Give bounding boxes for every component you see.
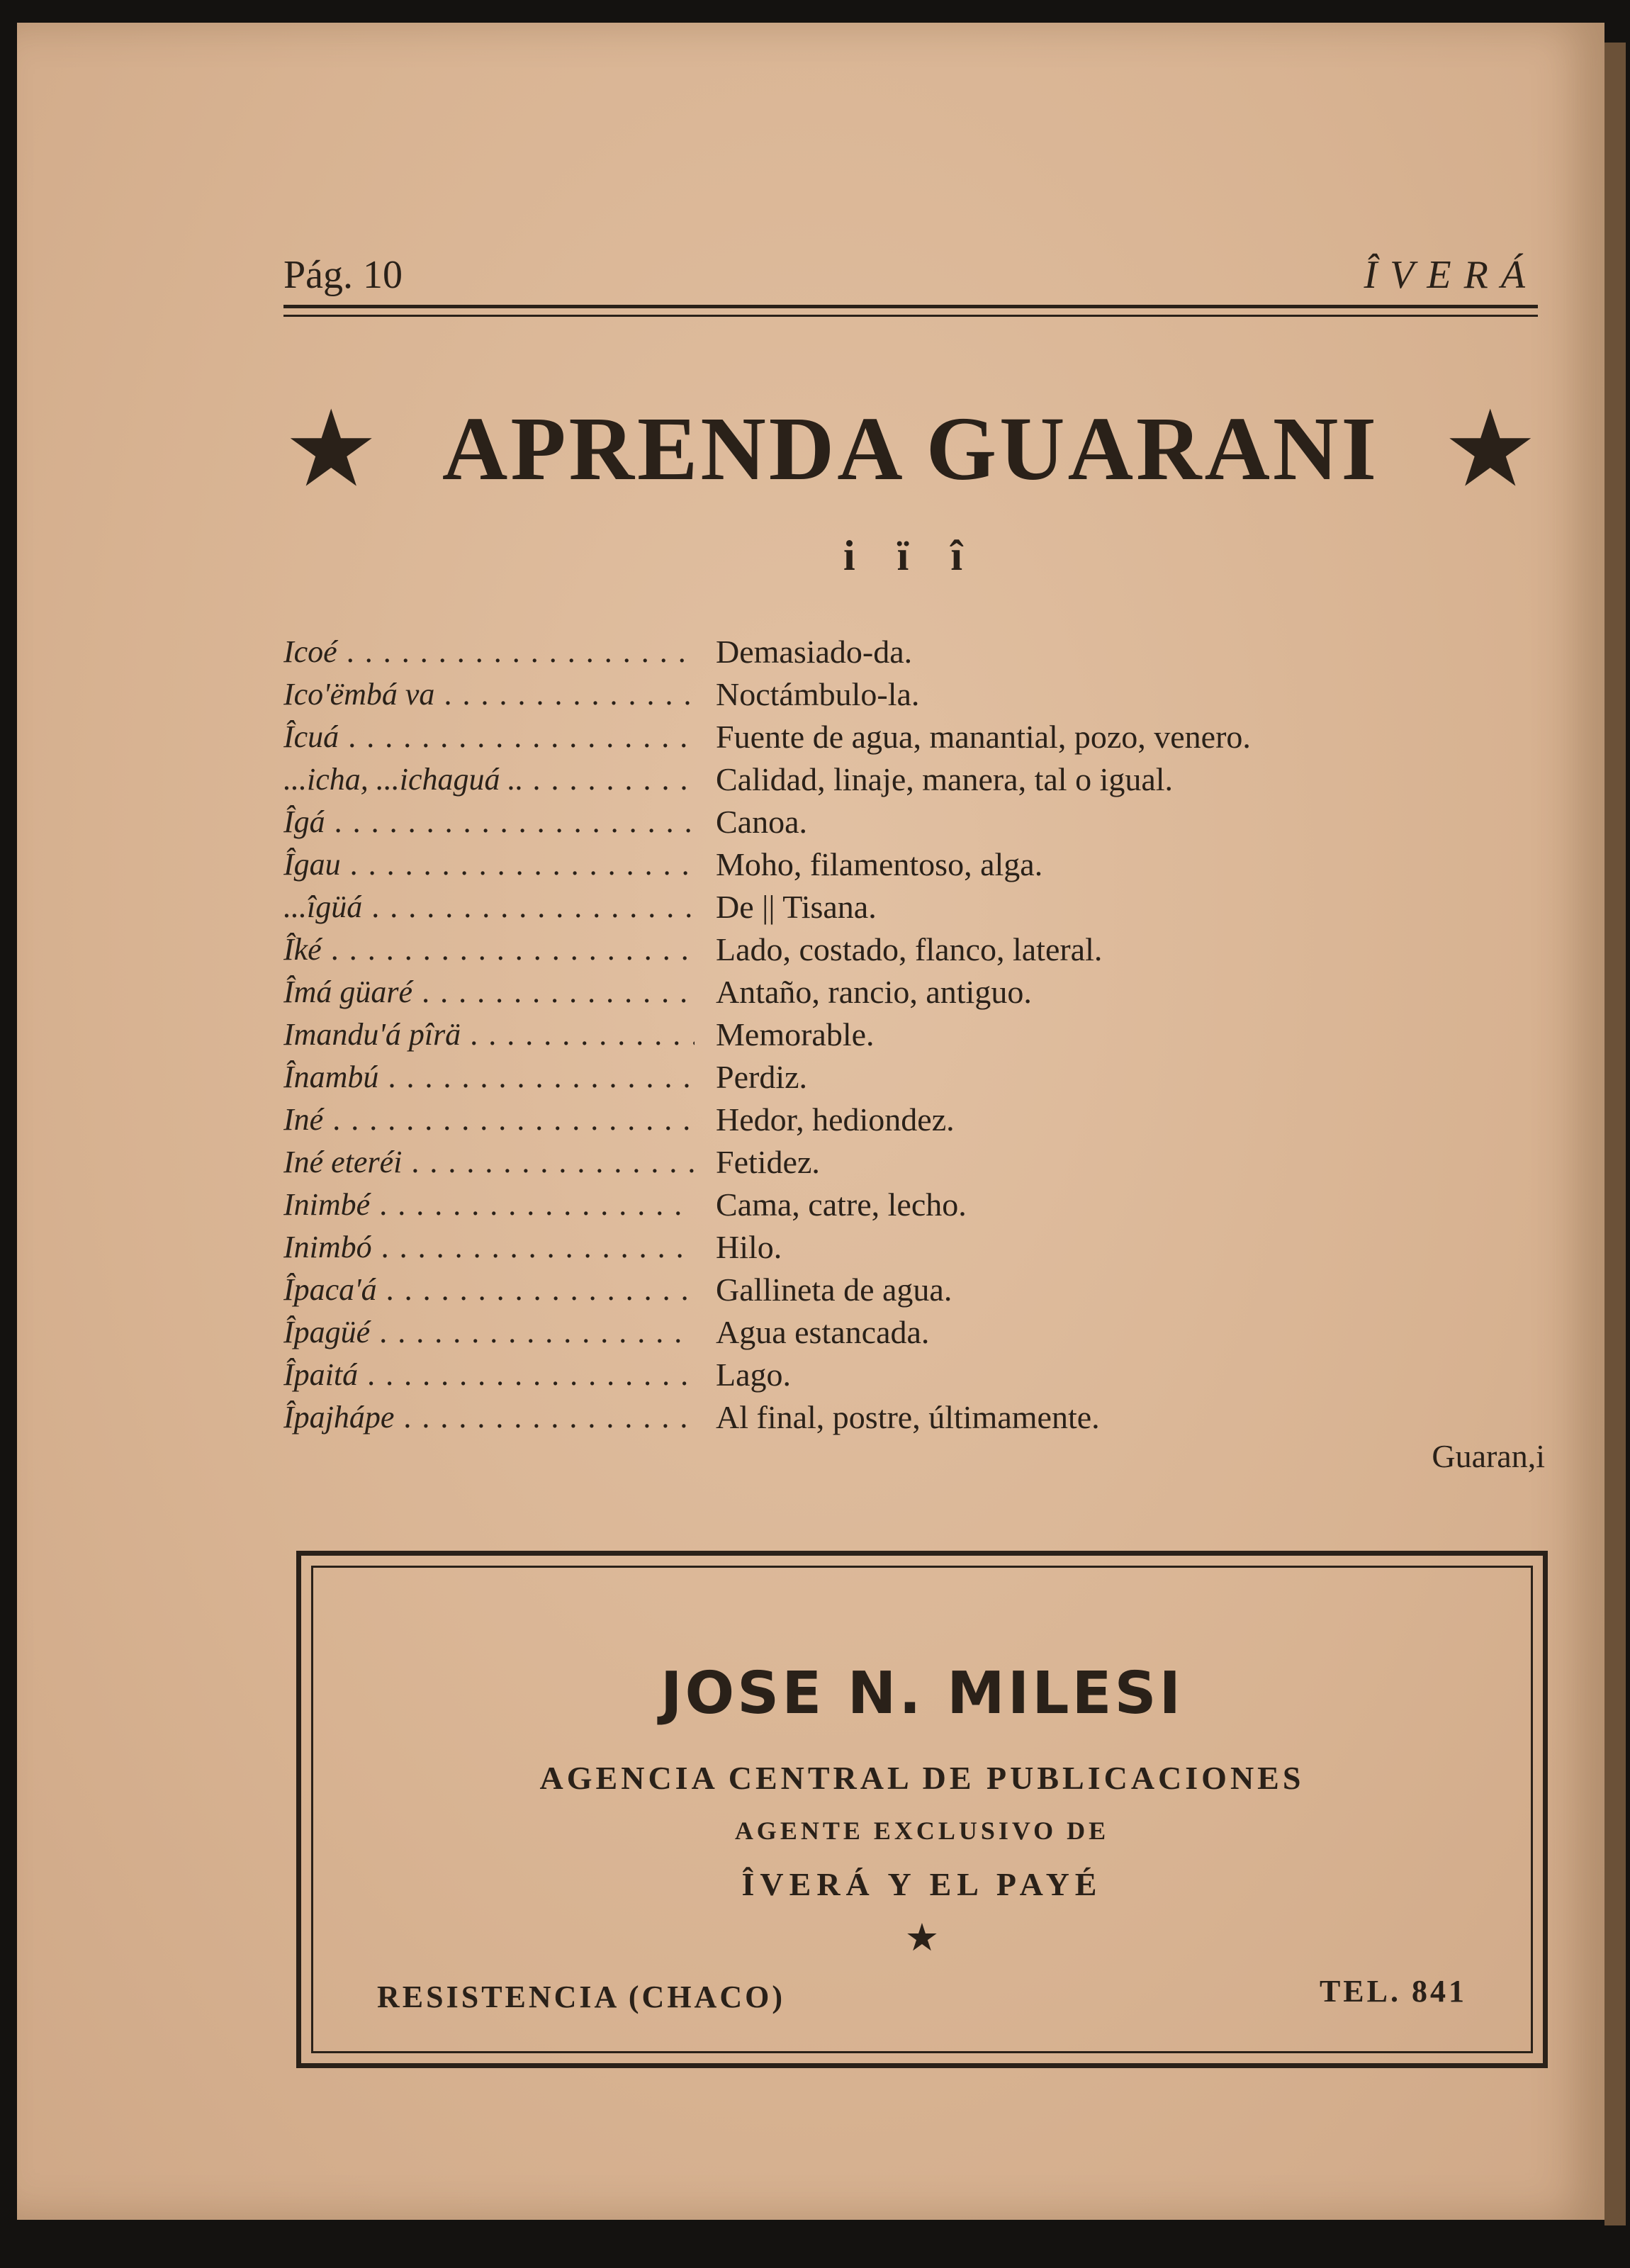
- entry-term: Îpagüé . . .: [283, 1311, 695, 1354]
- entry-meaning: Hilo.: [716, 1229, 782, 1265]
- entry-meaning: Noctámbulo-la.: [716, 676, 920, 712]
- list-item: [283, 1099, 1524, 1141]
- star-icon: ★: [283, 391, 379, 509]
- list-item: [283, 631, 1524, 673]
- star-icon: ★: [904, 1916, 940, 1959]
- list-item: [283, 843, 1524, 886]
- entry-meaning: Gallineta de agua.: [716, 1271, 952, 1308]
- entry-meaning: Agua estancada.: [716, 1314, 930, 1350]
- entry-term: Îmá güaré . . .: [283, 971, 695, 1014]
- entry-meaning: Calidad, linaje, manera, tal o igual.: [716, 761, 1174, 797]
- list-item: [283, 1056, 1524, 1099]
- title-row: [283, 391, 1538, 509]
- entry-term: Îcuá . . .: [283, 716, 695, 758]
- page-edge: [1604, 43, 1626, 2225]
- entry-term: Inimbé . . .: [283, 1184, 695, 1226]
- list-item: [283, 1354, 1524, 1396]
- entry-term: Îpaitá . . .: [283, 1354, 695, 1396]
- list-item: [283, 1141, 1524, 1184]
- letter-heading: i ï î: [843, 532, 978, 579]
- entry-meaning: Cama, catre, lecho.: [716, 1186, 967, 1223]
- entry-term: ...icha, ...ichaguá .. . . .: [283, 758, 695, 801]
- entry-term: Iné eteréi . . .: [283, 1141, 695, 1184]
- entry-term: Îgá . . .: [283, 801, 695, 843]
- entry-term: Îpaca'á . . .: [283, 1269, 695, 1311]
- entry-meaning: Perdiz.: [716, 1059, 808, 1095]
- ad-telephone: TEL. 841: [1319, 1974, 1467, 2009]
- ad-name: JOSE N. MILESI: [660, 1660, 1184, 1727]
- entry-meaning: Fuente de agua, manantial, pozo, venero.: [716, 719, 1251, 755]
- list-item: [283, 928, 1524, 971]
- entry-meaning: Fetidez.: [716, 1144, 820, 1180]
- entry-meaning: Memorable.: [716, 1016, 875, 1052]
- ad-publications: ÎVERÁ Y EL PAYÉ: [741, 1866, 1103, 1902]
- entry-meaning: Moho, filamentoso, alga.: [716, 846, 1043, 882]
- advertisement-box: [296, 1551, 1548, 2068]
- page-header: [283, 252, 1538, 309]
- entry-meaning: Demasiado-da.: [716, 634, 913, 670]
- list-item: [283, 673, 1524, 716]
- list-item: [283, 971, 1524, 1014]
- entry-term: Imandu'á pîrä . . .: [283, 1014, 695, 1056]
- magazine-name: ÎVERÁ: [1364, 253, 1538, 297]
- entry-term: Inimbó . . .: [283, 1226, 695, 1269]
- ad-city: RESISTENCIA (CHACO): [377, 1980, 785, 2014]
- page-title: APRENDA GUARANI: [442, 398, 1380, 499]
- list-item: [283, 758, 1524, 801]
- vocabulary-list: [283, 631, 1524, 1439]
- list-item: [283, 1226, 1524, 1269]
- entry-meaning: Antaño, rancio, antiguo.: [716, 974, 1032, 1010]
- list-item: [283, 716, 1524, 758]
- ad-agency: AGENCIA CENTRAL DE PUBLICACIONES: [539, 1760, 1305, 1796]
- advertisement-inner-border: [311, 1566, 1533, 2053]
- entry-term: ...îgüá . . .: [283, 886, 695, 928]
- entry-meaning: Lago.: [716, 1357, 792, 1393]
- list-item: [283, 1396, 1524, 1439]
- list-item: [283, 1014, 1524, 1056]
- list-item: [283, 1311, 1524, 1354]
- source-attribution: Guaran,i: [1432, 1438, 1545, 1474]
- header-rule: [283, 305, 1538, 308]
- header-rule-thin: [283, 315, 1538, 317]
- list-item: [283, 886, 1524, 928]
- entry-meaning: Lado, costado, flanco, lateral.: [716, 931, 1103, 967]
- entry-term: Îgau . . .: [283, 843, 695, 886]
- list-item: [283, 801, 1524, 843]
- ad-agent: AGENTE EXCLUSIVO DE: [734, 1817, 1110, 1845]
- entry-meaning: De || Tisana.: [716, 889, 877, 925]
- entry-term: Înambú . . .: [283, 1056, 695, 1099]
- entry-term: Îké . . .: [283, 928, 695, 971]
- list-item: [283, 1269, 1524, 1311]
- entry-term: Îpajhápe . . .: [283, 1396, 695, 1439]
- entry-meaning: Hedor, hediondez.: [716, 1101, 955, 1138]
- entry-term: Icoé . . .: [283, 631, 695, 673]
- entry-meaning: Al final, postre, últimamente.: [716, 1399, 1100, 1435]
- entry-meaning: Canoa.: [716, 804, 808, 840]
- entry-term: Ico'ëmbá va . . .: [283, 673, 695, 716]
- list-item: [283, 1184, 1524, 1226]
- page-number: Pág. 10: [283, 253, 403, 297]
- star-icon: ★: [1442, 391, 1538, 509]
- entry-term: Iné . . .: [283, 1099, 695, 1141]
